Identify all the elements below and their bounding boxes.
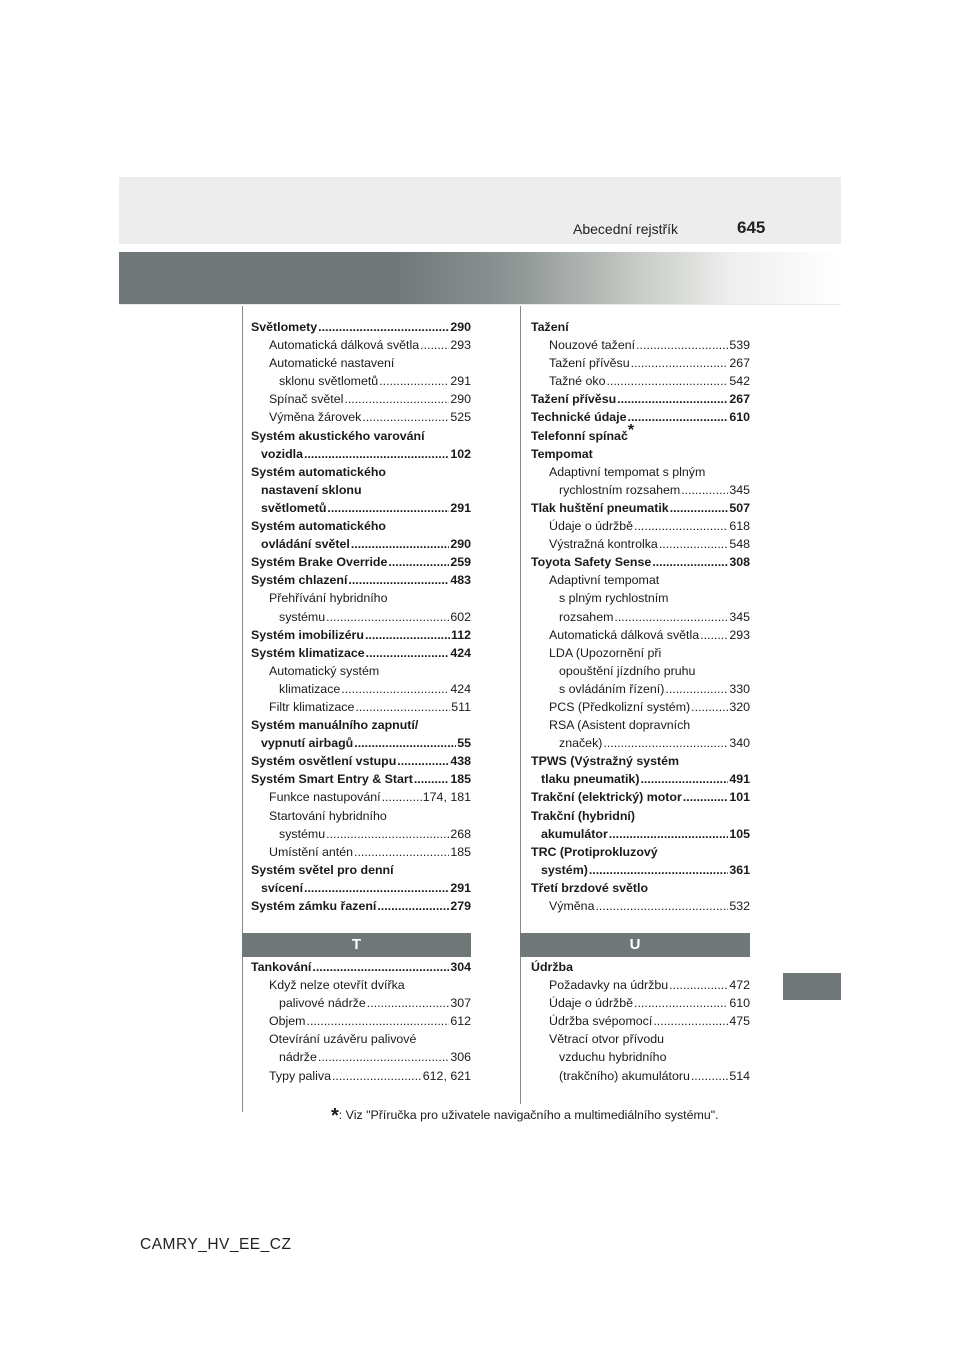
dot-leader [640,770,728,788]
index-entry-text: Trakční (hybridní) [531,808,635,823]
dot-leader [603,734,728,752]
index-entry-page: 185 [450,772,471,787]
index-entry-text: Tažení [531,320,569,334]
index-entry [251,354,471,372]
index-entry [251,499,471,517]
index-entry-text: rozsahem [559,609,614,624]
index-entry [251,879,471,897]
index-entry-text: s plným rychlostním [559,591,669,606]
index-entry [531,408,750,426]
index-entry-text: palivové nádrže [279,996,366,1011]
index-entry-text: nádrže [279,1050,317,1065]
index-entry-text: Systém imobilizéru [251,627,364,642]
index-entry-text: Tempomat [531,446,593,461]
index-entry-text: opouštění jízdního pruhu [559,663,696,678]
index-entry-text: Funkce nastupování [269,790,381,805]
index-entry-text: Větrací otvor přívodu [549,1032,665,1047]
dot-leader [683,788,729,806]
index-entry-text: Filtr klimatizace [269,699,355,714]
index-entry-page: 472 [729,978,750,993]
dot-leader [379,372,449,390]
dot-leader [420,336,449,354]
footnote [331,1102,719,1125]
dot-leader [344,390,449,408]
index-entry-page: 185 [450,844,471,859]
index-entry-text: Tažení přívěsu [531,392,617,407]
index-entry-page: 438 [450,754,471,769]
index-entry-text: Technické údaje [531,410,627,425]
dot-leader [636,336,728,354]
index-entry-page: 340 [729,736,750,751]
index-entry [251,698,471,716]
index-entry [251,608,471,626]
index-entry [531,644,750,662]
index-entry [251,481,471,499]
dot-leader [659,535,729,553]
dot-leader [377,897,449,915]
section-letter-t: T [242,933,471,957]
dot-leader [634,994,728,1012]
index-entry-text: Systém automatického [251,464,386,479]
dot-leader [365,626,450,644]
index-entry-page: 291 [450,500,471,515]
index-entry-text: Adaptivní tempomat [549,573,660,588]
index-entry [251,372,471,390]
index-entry-text: Umístění antén [269,844,354,859]
index-entry [531,421,750,445]
index-entry [531,517,750,535]
dot-leader [617,390,728,408]
index-entry [531,1012,750,1030]
column-divider-middle [520,306,521,1104]
index-entry [531,662,750,680]
dot-leader [326,825,449,843]
index-entry [531,354,750,372]
index-entry [251,1048,471,1066]
index-entry [251,318,471,336]
column-divider-left [242,306,243,1112]
index-entry [531,336,750,354]
index-entry [251,680,471,698]
index-entry-text: Automatická dálková světla [269,338,420,353]
index-entry-text: systém) [541,862,588,877]
index-entry [251,390,471,408]
index-entry-text: TPWS (Výstražný systém [531,754,680,769]
dot-leader [589,861,728,879]
dot-leader [634,517,728,535]
index-entry [251,535,471,553]
dot-leader [307,1012,450,1030]
dot-leader [354,734,456,752]
dot-leader [669,976,728,994]
index-entry-text: značek) [559,736,603,751]
footnote-text: : Viz "Příručka pro uživatele navigačního a multimediálního systému". [338,1108,719,1122]
index-entry-text: vzduchu hybridního [559,1050,667,1065]
index-entry [531,716,750,734]
index-entry-text: Světlomety [251,320,318,334]
index-entry-page: 279 [450,899,471,913]
dot-leader [326,608,449,626]
index-entry [251,427,471,445]
index-entry-text: Údržba [531,960,573,974]
index-entry [531,825,750,843]
index-entry-page: 291 [450,880,471,895]
index-entry [531,445,750,463]
index-entry-text: Třetí brzdové světlo [531,880,649,895]
index-entry-text: systému [279,609,326,624]
index-entry-page: 424 [450,645,471,660]
index-entry [531,897,750,915]
page-number: 645 [737,218,766,237]
index-entry-text: Tažné oko [549,374,606,389]
index-entry [251,734,471,752]
index-column-left [251,318,471,915]
index-entry-page: 320 [729,699,750,714]
index-entry-text: nastavení sklonu [261,482,362,497]
index-entry-text: Přehřívání hybridního [269,591,388,606]
index-entry-page: 602 [450,609,471,624]
index-entry-text: Systém Smart Entry & Start [251,772,413,787]
index-entry-page: 424 [450,681,471,696]
dot-leader [351,535,449,553]
index-entry-page: 174, 181 [422,790,471,805]
dot-leader [355,698,450,716]
index-entry [531,976,750,994]
index-entry [531,608,750,626]
dot-leader [691,1067,728,1085]
index-entry-page: 293 [450,338,471,353]
index-entry [531,698,750,716]
index-entry-page: 612 [450,1014,471,1029]
dot-leader [414,770,449,788]
dot-leader [318,318,449,336]
index-entry-page: 345 [729,482,750,497]
index-entry-text: TRC (Protiprokluzový [531,844,658,859]
index-entry [531,1030,750,1048]
index-entry [251,517,471,535]
index-entry-page: 491 [729,772,750,787]
dot-leader [609,825,729,843]
index-entry [531,390,750,408]
index-entry-page: 514 [729,1068,750,1083]
dot-leader [700,626,728,644]
dot-leader [341,680,449,698]
dot-leader [691,698,728,716]
index-entry-text: Výměna [549,899,595,913]
index-entry [251,994,471,1012]
index-entry [251,770,471,788]
index-entry-page: 511 [451,699,471,714]
index-entry-page: 304 [450,960,471,974]
index-entry-page: 290 [450,537,471,552]
index-entry-page: 361 [729,862,750,877]
index-entry-page: 532 [729,899,750,913]
dot-leader [382,788,422,806]
index-entry-text: LDA (Upozornění při [549,645,662,660]
index-entry-text: RSA (Asistent dopravních [549,718,691,733]
index-entry [251,976,471,994]
dot-leader [652,553,728,571]
index-entry [531,372,750,390]
index-entry-text: s ovládáním řízení) [559,681,665,696]
index-entry [251,626,471,644]
dot-leader [362,408,449,426]
dot-leader [312,958,449,976]
thumb-index-tab [783,973,841,1000]
index-entry [251,807,471,825]
index-entry [251,644,471,662]
index-entry [531,752,750,770]
index-entry [531,734,750,752]
index-entry [531,1048,750,1066]
dot-leader [388,553,449,571]
index-entry [251,589,471,607]
index-entry-page: 307 [450,996,471,1011]
index-entry [531,1067,750,1085]
index-entry-text: Systém zámku řazení [251,899,377,913]
index-entry-text: Trakční (elektrický) motor [531,790,682,805]
index-entry-text: Systém akustického varování [251,428,425,443]
index-entry [531,680,750,698]
index-entry-page: 610 [729,996,750,1011]
index-entry [251,1030,471,1048]
index-entry-text: systému [279,826,326,841]
index-entry [531,589,750,607]
index-entry-text: rychlostním rozsahem [559,482,681,497]
index-entry-page: 267 [729,392,750,407]
index-entry-text: PCS (Předkolizní systém) [549,699,691,714]
index-entry-page: 293 [729,627,750,642]
dot-leader [606,372,728,390]
index-entry-page: 102 [450,446,471,461]
index-entry-text: klimatizace [279,681,341,696]
index-entry [251,1067,471,1085]
dot-leader [670,499,729,517]
index-entry [251,336,471,354]
index-entry-page: 539 [729,338,750,353]
index-entry [531,499,750,517]
index-entry-page: 475 [729,1014,750,1029]
index-entry [251,861,471,879]
index-entry-text: vypnutí airbagů [261,736,354,751]
dot-leader [614,608,728,626]
index-entry-page: 105 [729,826,750,841]
index-entry-text: ovládání světel [261,537,350,552]
index-entry-text: Výstražná kontrolka [549,537,658,552]
index-entry-page: 610 [729,410,750,425]
index-entry-text: tlaku pneumatik) [541,772,640,787]
index-entry-text: Toyota Safety Sense [531,555,652,570]
dot-leader [332,1067,422,1085]
index-entry-text: (trakčního) akumulátoru [559,1068,690,1083]
index-entry-page: 618 [729,519,750,534]
dot-leader [327,499,449,517]
divider [119,304,841,305]
index-entry [531,770,750,788]
footnote-marker: * [331,1105,339,1127]
dot-leader [304,879,449,897]
index-entry-page: 267 [729,356,750,371]
index-entry [251,897,471,915]
index-entry [251,788,471,806]
index-entry-text: Automatické nastavení [269,356,395,371]
index-entry [531,481,750,499]
header-bar [119,177,841,244]
section-letter-u: U [520,933,750,957]
index-entry-text: Nouzové tažení [549,338,636,353]
index-entry-page: 548 [729,537,750,552]
index-entry-text: světlometů [261,500,327,515]
index-entry [251,843,471,861]
index-entry-text: Systém manuálního zapnutí/ [251,718,419,733]
index-entry-text: Systém osvětlení vstupu [251,754,397,769]
index-entry-text: Otevírání uzávěru palivové [269,1032,417,1047]
dot-leader [631,354,729,372]
index-entry-text: Objem [269,1014,306,1029]
index-entry [251,553,471,571]
index-entry-text: Systém klimatizace [251,645,365,660]
index-entry-page: 308 [729,555,750,570]
index-entry-text: Startování hybridního [269,808,387,823]
index-entry-page: 525 [450,410,471,425]
page-title: Abecední rejstřík [573,221,679,237]
index-entry-text: Výměna žárovek [269,410,362,425]
index-entry-text: Tankování [251,960,312,974]
dot-leader [304,445,449,463]
index-entry [251,571,471,589]
index-entry [251,752,471,770]
dot-leader [681,481,728,499]
index-entry-text: Požadavky na údržbu [549,978,669,993]
index-entry [251,445,471,463]
index-entry [531,788,750,806]
dot-leader [367,994,450,1012]
index-entry-page: 542 [729,374,750,389]
index-entry [531,879,750,897]
index-entry-text: Systém Brake Override [251,555,388,570]
index-entry [531,861,750,879]
index-entry-text: Typy paliva [269,1068,331,1083]
index-entry-page: 507 [729,500,750,515]
index-entry-text: Systém světel pro denní [251,862,394,877]
index-entry-text: Telefonní spínač [531,428,628,443]
index-column-right [531,318,750,915]
dot-leader [653,1012,728,1030]
dot-leader [366,644,450,662]
index-entry-page: 291 [450,374,471,389]
header-gradient-band [119,252,841,304]
dot-leader [665,680,728,698]
index-entry-page: 268 [450,826,471,841]
dot-leader [595,897,728,915]
dot-leader [628,408,729,426]
index-entry [531,318,750,336]
dot-leader [318,1048,449,1066]
index-entry-text: Systém automatického [251,519,386,534]
index-entry-page: 290 [450,320,471,334]
index-entry [531,553,750,571]
index-entry-text: Automatická dálková světla [549,627,700,642]
index-section-u [531,958,750,1085]
index-entry [251,463,471,481]
index-entry-text: Tažení přívěsu [549,356,630,371]
index-entry-page: 112 [451,627,471,642]
index-entry-text: Údržba svépomocí [549,1014,653,1029]
index-entry-text: Když nelze otevřít dvířka [269,978,405,993]
index-entry-page: 290 [450,392,471,407]
index-entry [251,825,471,843]
index-entry-text: svícení [261,880,304,895]
index-entry-page: 259 [450,555,471,570]
index-entry [251,958,471,976]
index-entry-page: 101 [729,790,750,805]
index-entry-page: 330 [729,681,750,696]
index-entry-page: 55 [457,736,471,751]
index-entry-text: akumulátor [541,826,608,841]
index-entry-text: Tlak huštění pneumatik [531,500,669,515]
index-entry-text: Údaje o údržbě [549,519,634,534]
document-code: CAMRY_HV_EE_CZ [140,1236,292,1253]
index-entry [531,571,750,589]
index-entry [531,994,750,1012]
index-entry-page: 306 [450,1050,471,1065]
index-entry [251,1012,471,1030]
footnote-reference: * [627,421,635,439]
index-entry [531,626,750,644]
index-entry [531,807,750,825]
index-entry-text: sklonu světlometů [279,374,379,389]
index-entry [531,463,750,481]
index-entry-text: Automatický systém [269,663,380,678]
index-entry [531,843,750,861]
index-entry [531,535,750,553]
index-entry-text: Systém chlazení [251,573,348,588]
index-entry [251,716,471,734]
index-entry-text: Adaptivní tempomat s plným [549,464,706,479]
index-entry-text: Údaje o údržbě [549,996,634,1011]
dot-leader [397,752,449,770]
index-entry-text: Spínač světel [269,392,344,407]
index-section-t [251,958,471,1085]
index-entry [531,958,750,976]
index-entry-page: 483 [450,573,471,588]
index-entry-text: vozidla [261,446,303,461]
index-entry [251,662,471,680]
dot-leader [354,843,449,861]
index-entry [251,408,471,426]
index-entry-page: 345 [729,609,750,624]
index-entry-page: 612, 621 [422,1068,471,1083]
dot-leader [348,571,449,589]
